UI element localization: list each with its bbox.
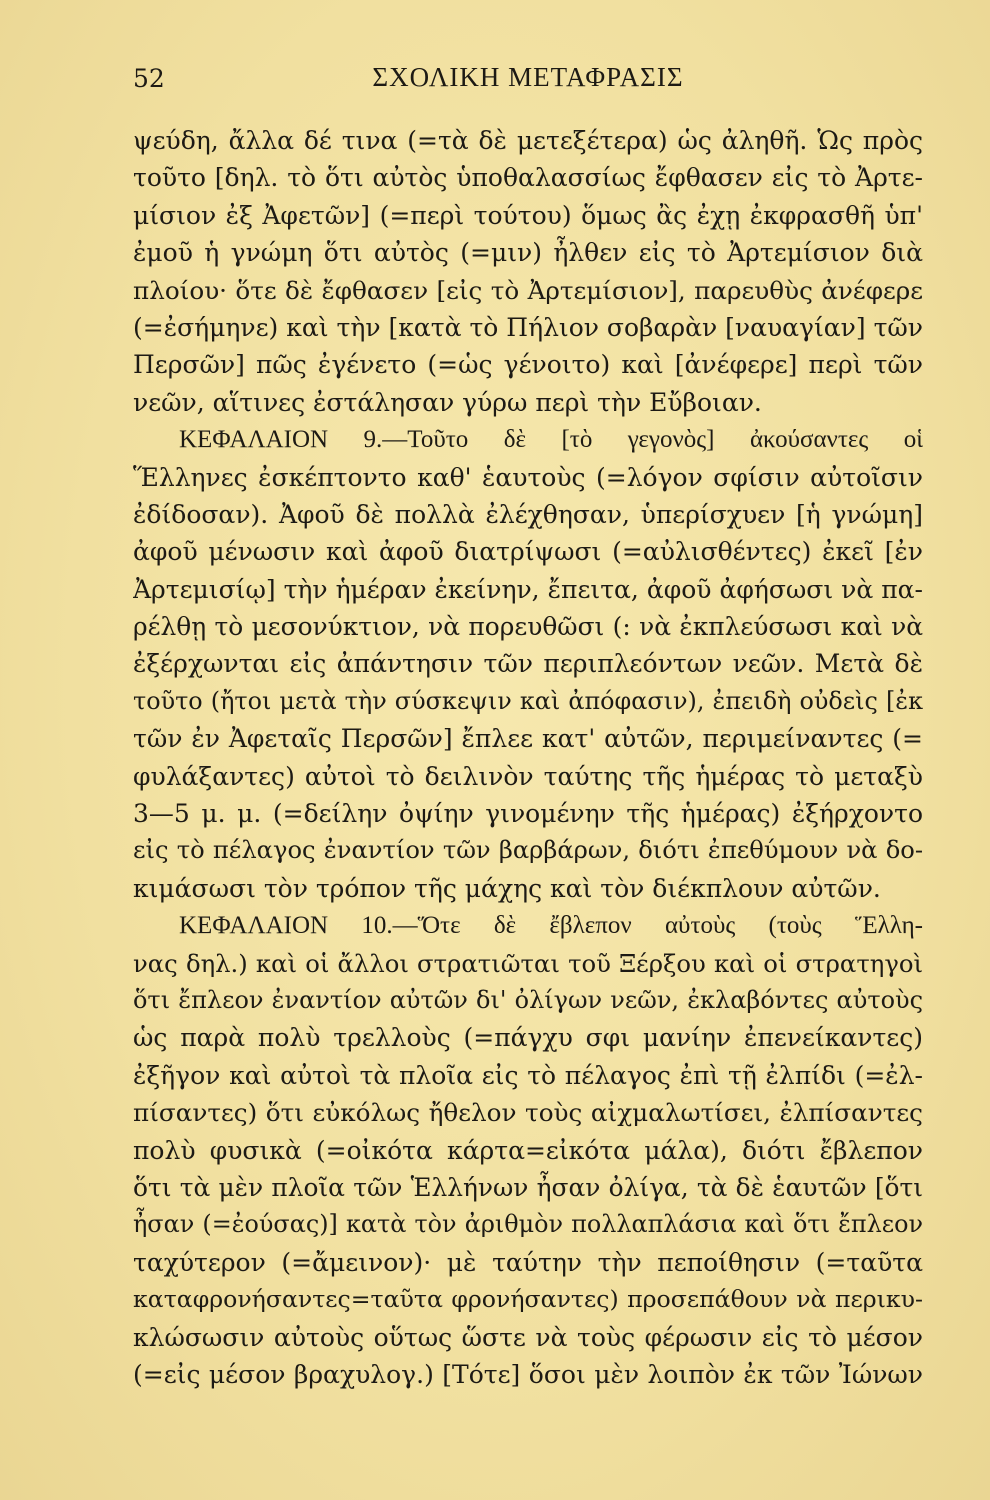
chapter-9-start: ΚΕΦΑΛΑΙΟΝ 9.—Τοῦτο δὲ [τὸ γεγονὸς] ἀκούσαντες οἱ bbox=[179, 426, 923, 454]
text-line: καταφρονήσαντες=ταῦτα φρονήσαντες) προσεπάθουν νὰ περικυ- bbox=[133, 1285, 923, 1314]
text-line: πολὺ φυσικὰ (=οἰκότα κάρτα=εἰκότα μάλα), διότι ἔβλεπον bbox=[133, 1135, 923, 1165]
text-line: πλοίου· ὅτε δὲ ἔφθασεν [εἰς τὸ Ἀρτεμίσιον], παρευθὺς ἀνέφερε bbox=[133, 275, 923, 305]
text-line: ἐμοῦ ἡ γνώμη ὅτι αὐτὸς (=μιν) ἦλθεν εἰς τὸ Ἀρτεμίσιον διὰ bbox=[133, 238, 923, 268]
chapter-10-start: ΚΕΦΑΛΑΙΟΝ 10.—Ὅτε δὲ ἔβλεπον αὐτοὺς (τοὺς Ἕλλη- bbox=[179, 912, 923, 940]
text-line: φυλάξαντες) αὐτοὶ τὸ δειλινὸν ταύτης τῆς ἡμέρας τὸ μεταξὺ bbox=[133, 761, 923, 791]
text-line: Περσῶν] πῶς ἐγένετο (=ὡς γένοιτο) καὶ [ἀνέφερε] περὶ τῶν bbox=[133, 350, 923, 380]
text-line: μίσιον ἐξ Ἀφετῶν] (=περὶ τούτου) ὅμως ἂς ἐχῃ ἐκφρασθῆ ὑπ' bbox=[133, 200, 923, 230]
text-line: ὡς παρὰ πολὺ τρελλοὺς (=πάγχυ σφι μανίην ἐπενείκαντες) bbox=[133, 1023, 923, 1053]
text-line: ἐξῆγον καὶ αὐτοὶ τὰ πλοῖα εἰς τὸ πέλαγος ἐπὶ τῇ ἐλπίδι (=ἐλ- bbox=[133, 1060, 923, 1090]
text-line: κιμάσωσι τὸν τρόπον τῆς μάχης καὶ τὸν διέκπλουν αὐτῶν. bbox=[133, 873, 881, 903]
text-line: ἐδίδοσαν). Ἀφοῦ δὲ πολλὰ ἐλέχθησαν, ὑπερίσχυεν [ἡ γνώμη] bbox=[133, 499, 923, 529]
text-line: ταχύτερον (=ἄμεινον)· μὲ ταύτην τὴν πεποίθησιν (=ταῦτα bbox=[133, 1247, 923, 1277]
text-line: τοῦτο (ἤτοι μετὰ τὴν σύσκεψιν καὶ ἀπόφασιν), ἐπειδὴ οὐδεὶς [ἐκ bbox=[133, 686, 923, 715]
text-line: τοῦτο [δηλ. τὸ ὅτι αὐτὸς ὑποθαλασσίως ἔφθασεν εἰς τὸ Ἀρτε- bbox=[133, 163, 923, 193]
text-line: ψεύδη, ἄλλα δέ τινα (=τὰ δὲ μετεξέτερα) ὡς ἀληθῆ. Ὡς πρὸς bbox=[133, 126, 923, 155]
page-number: 52 bbox=[133, 64, 165, 93]
text-line bbox=[133, 1393, 923, 1430]
text-line: νεῶν, αἵτινες ἐστάλησαν γύρω περὶ τὴν Εὔβοιαν. bbox=[133, 387, 762, 417]
running-head: ΣΧΟΛΙΚΗ ΜΕΤΑΦΡΑΣΙΣ bbox=[372, 62, 684, 92]
text-line: Ἕλληνες ἐσκέπτοντο καθ' ἑαυτοὺς (=λόγον σφίσιν αὐτοῖσιν bbox=[133, 462, 923, 492]
text-line: (=εἰς μέσον βραχυλογ.) [Τότε] ὅσοι μὲν λοιπὸν ἐκ τῶν Ἰώνων bbox=[133, 1359, 923, 1389]
text-line: ὅτι τὰ μὲν πλοῖα τῶν Ἑλλήνων ἦσαν ὀλίγα, τὰ δὲ ἑαυτῶν [ὅτι bbox=[133, 1172, 923, 1202]
text-line: (=ἐσήμηνε) καὶ τὴν [κατὰ τὸ Πήλιον σοβαρὰν [ναυαγίαν] τῶν bbox=[133, 312, 923, 342]
text-line: 3—5 μ. μ. (=δείλην ὀψίην γινομένην τῆς ἡμέρας) ἐξήρχοντο bbox=[133, 799, 923, 829]
text-line: κλώσωσιν αὐτοὺς οὕτως ὥστε νὰ τοὺς φέρωσιν εἰς τὸ μέσον bbox=[133, 1322, 923, 1352]
text-line: εἰς τὸ πέλαγος ἐναντίον τῶν βαρβάρων, διότι ἐπεθύμουν νὰ δο- bbox=[133, 836, 923, 865]
page-header bbox=[133, 58, 923, 98]
body-text bbox=[133, 122, 923, 1431]
text-line: νας δηλ.) καὶ οἱ ἄλλοι στρατιῶται τοῦ Ξέρξου καὶ οἱ στρατηγοὶ bbox=[133, 948, 923, 978]
text-line: ἐξέρχωνται εἰς ἀπάντησιν τῶν περιπλεόντων νεῶν. Μετὰ δὲ bbox=[133, 649, 923, 679]
text-line: πίσαντες) ὅτι εὐκόλως ἤθελον τοὺς αἰχμαλωτίσει, ἐλπίσαντες bbox=[133, 1098, 923, 1128]
text-line: ἀφοῦ μένωσιν καὶ ἀφοῦ διατρίψωσι (=αὐλισθέντες) ἐκεῖ [ἐν bbox=[133, 537, 923, 567]
text-line: ρέλθῃ τὸ μεσονύκτιον, νὰ πορευθῶσι (: νὰ ἐκπλεύσωσι καὶ νὰ bbox=[133, 612, 923, 642]
text-line: Ἀρτεμισίῳ] τὴν ἡμέραν ἐκείνην, ἔπειτα, ἀφοῦ ἀφήσωσι νὰ πα- bbox=[133, 574, 923, 604]
text-line: ἦσαν (=ἐούσας)] κατὰ τὸν ἀριθμὸν πολλαπλάσια καὶ ὅτι ἔπλεον bbox=[133, 1210, 923, 1239]
text-line: τῶν ἐν Ἀφεταῖς Περσῶν] ἔπλεε κατ' αὐτῶν, περιμείναντες (= bbox=[133, 724, 923, 754]
text-line: ὅτι ἔπλεον ἐναντίον αὐτῶν δι' ὀλίγων νεῶν, ἐκλαβόντες αὐτοὺς bbox=[133, 985, 923, 1014]
